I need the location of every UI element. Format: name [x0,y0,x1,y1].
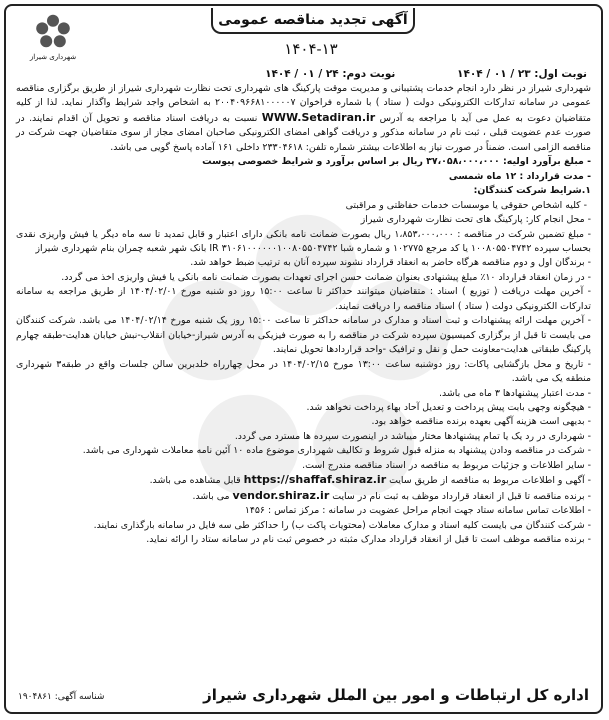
acceptance-line: - شرکت در مناقصه ودادن پیشنهاد به منزله قبول شروط و تکالیف شهرداری موضوع ماده ۱۰ آئین نامه معاملات شهرداری می باشد. [82,445,591,457]
ad-footer [18,682,589,704]
ad-cost-line: - بدیهی است هزینه آگهی بعهده برنده مناقصه خواهد بود. [371,416,591,428]
validity-line: - مدت اعتبار پیشنهادها ۳ ماه می باشد. [439,387,591,399]
shaffaf-link[interactable]: https://shaffaf.shiraz.ir [243,473,387,487]
intro-paragraph [16,82,591,155]
opening-line: - تاریخ و محل بازگشایی پاکات: روز دوشنبه ساعت ۱۳:۰۰ مورخ ۱۴۰۴/۰۲/۱۵ در محل چهارراه خلدبرین سالن جلسات واقع در طبقه۳ شهرداری منطقه یک می باشد. [16,358,591,385]
budget-line: - مبلغ برآورد اولیه: ۳۷،۰۵۸،۰۰۰،۰۰۰ ریال بر اساس برآورد و شرایط خصوصی پیوست [202,156,591,168]
ad-info-text: - آگهی و اطلاعات مربوط به مناقصه از طریق سایت [389,475,591,487]
ad-info-line [16,473,591,488]
verify-line: - برنده مناقصه موظف است تا قبل از انعقاد قرارداد مدارک مثبته در خصوص ثبت نام در سامانه ستاد را ارائه نماید. [146,534,591,546]
support-line: - اطلاعات تماس سامانه ستاد جهت انجام مراحل عضویت در سامانه : مرکز تماس : ۱۴۵۶ [244,505,591,517]
ad-body [16,82,591,548]
ad-id: شناسه آگهی: ۱۹۰۴۸۶۱ [18,692,105,702]
vendor-link[interactable]: vendor.shiraz.ir [232,488,330,502]
first-publication-date: نوبت اول: ۲۳ / ۰۱ / ۱۴۰۴ [457,68,587,80]
vendor-text-end: می باشد. [192,490,230,502]
setad-link[interactable]: WWW.Setadiran.ir [261,110,376,124]
second-publication-date: نوبت دوم: ۲۴ / ۰۱ / ۱۴۰۴ [265,68,396,80]
docs-line: - شرکت کنندگان می بایست کلیه اسناد و مدارک معاملات (محتویات پاکت ب) را حداکثر طی سه فایل در سامانه بارگذاری نمایند. [93,519,591,531]
shiraz-municipality-logo [18,12,88,70]
publication-dates [207,68,587,80]
ad-frame [4,4,603,714]
conditions-title: ۱.شرایط شرکت کنندگان: [473,185,591,197]
guarantee-line: - مبلغ تضمین شرکت در مناقصه : ۱،۸۵۳،۰۰۰،۰۰۰ ریال بصورت ضمانت نامه بانکی دارای اعتبار و قابل تمدید تا سه ماه دیگر یا فیش واریزی نقدی بحساب سپرده ۱۰۰۸۰۵۵۰۴۷۴۲ یا کد مرجع ۱۰۲۷۷۵ و شماره شبا IR ۳۱۰۶۱۰۰۰۰۰۰۱۰۰۸۰۵۵۰۴۷۴۲ بانک شهر شعبه چمران بنام شهرداری شیراز [16,228,591,254]
intro-text-continued: نسبت به دریافت اسناد مناقصه و تحویل آن اقدام نمایند. در صورت عدم عضویت قبلی ، ثبت نام در سامانه مذکور و دریافت گواهی امضای الکترونیکی صاحبان امضای مجاز از سوی متقاضیان جهت شرکت در مناقصه الزامی است. ضمناً در صورت نیاز به اطلاعات بیشتر شماره تلفن: ۲۳۳۰۴۶۱۸ داخلی ۱۶۱ آماده پاسخ گویی می باشد. [16,112,591,153]
duration-line: - مدت قرارداد : ۱۲ ماه شمسی [448,170,591,182]
reference-number: ۱۴۰۴-۱۳ [284,40,338,58]
other-info-line: - سایر اطلاعات و جزئیات مربوط به مناقصه در اسناد مناقصه مندرج است. [302,459,591,471]
logo-caption: شهرداری شیراز [29,53,77,61]
ad-title: آگهی تجدید مناقصه عمومی [211,8,415,34]
winners-line: - برندگان اول و دوم مناقصه هرگاه حاضر به انعقاد قرارداد نشوند سپرده آنان به ترتیب ضبط خواهد شد. [190,257,591,269]
ad-info-text-end: قابل مشاهده می باشد. [149,475,241,487]
intro-text: شهرداری شیراز در نظر دارد انجام خدمات پشتیبانی و مدیریت موقت پارکینگ های شهرداری تحت نظارت شهرداری شیراز از طریق برگزاری مناقصه عمومی در سامانه تدارکات الکترونیکی دولت ( ستاد ) با شماره فراخوان ۲۰۰۴۰۹۶۶۸۱۰۰۰۰۰۷ به اشخاص واجد شرایط واگذار نماید. لذا از کلیه متقاضیان دعوت به عمل می آید با مراجعه به آدرس [16,83,592,124]
no-prepay-line: - هیچگونه وجهی بابت پیش پرداخت و تعدیل آحاد بهاء پرداخت نخواهد شد. [306,401,591,413]
vendor-text: - برنده مناقصه تا قبل از انعقاد قرارداد موظف به ثبت نام در سایت [332,490,591,502]
issuer-name: اداره کل ارتباطات و امور بین الملل شهرداری شیراز [203,686,589,704]
performance-line: - در زمان انعقاد قرارداد ۱۰٪ مبلغ پیشنهادی بعنوان ضمانت حسن اجرای تعهدات بصورت ضمانت نامه بانکی یا فیش واریزی اخذ می گردد. [61,271,591,283]
vendor-line [16,489,591,504]
conditions-item: - کلیه اشخاص حقوقی یا موسسات خدمات حفاظتی و مراقبتی [345,199,587,211]
receive-deadline-line: - آخرین مهلت دریافت ( توزیع ) اسناد : متقاضیان میتوانند حداکثر تا ساعت ۱۵:۰۰ روز دو شنبه مورخ ۱۴۰۴/۰۲/۰۱ از طریق مراجعه به سامانه تدارکات الکترونیکی دولت ( ستاد ) اسناد مناقصه را دریافت نمایند. [16,286,591,312]
reject-line: - شهرداری در رد یک یا تمام پیشنهادها مختار میباشد در اینصورت سپرده ها مسترد می گردد. [234,430,591,442]
submit-deadline-line: - آخرین مهلت ارائه پیشنهادات و ثبت اسناد و مدارک در سامانه حداکثر تا ساعت ۱۵:۰۰ روز یک شنبه مورخ ۱۴۰۴/۰۲/۱۴ می باشد. شرکت کنندگان می بایست تا قبل از برگزاری کمیسیون سپرده شرکت در مناقصه را به صورت فیزیکی به آدرس شیراز-خیابان انقلاب-نبش خیابان هدایت-طبقه چهارم پارکینگ طبقاتی هدایت-معاونت حمل و نقل و ترافیک -واحد قراردادها تحویل نمایند. [16,315,592,356]
location-line: - محل انجام کار: پارکینگ های تحت نظارت شهرداری شیراز [360,214,591,226]
flower-logo-icon [32,12,74,52]
